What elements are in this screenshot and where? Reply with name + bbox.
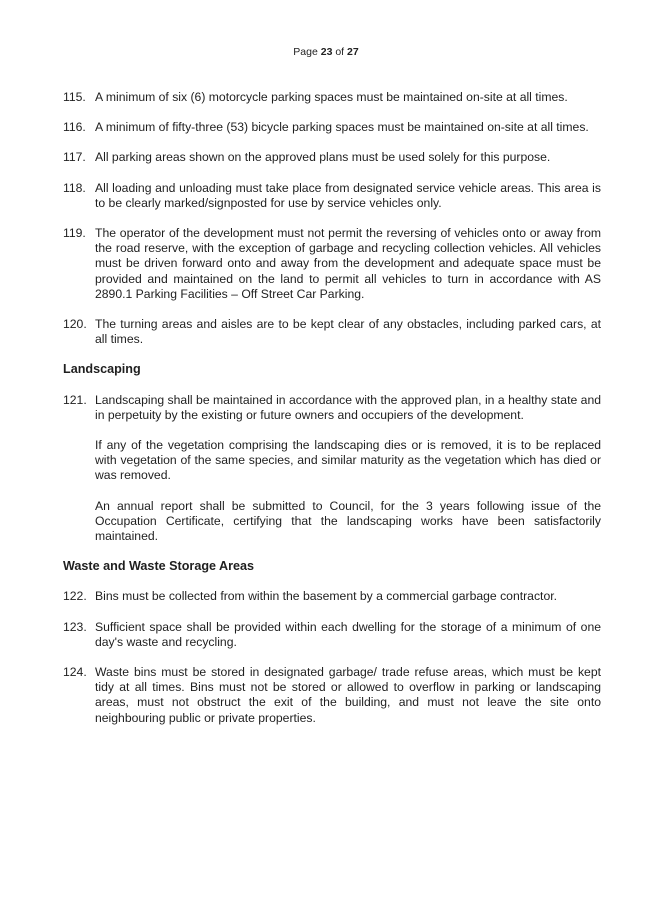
condition-text [95, 393, 601, 545]
condition-number: 124. [63, 665, 87, 680]
condition-text: The operator of the development must not permit the reversing of vehicles onto or away from the road reserve, with the exception of garbage and recycling collection vehicles. All vehicles must be driven forward onto and away from the development and adequate space must be provided and maintained on the land to permit all vehicles to turn in accordance with AS 2890.1 Parking Facilities – Off Street Car Parking. [95, 226, 601, 301]
condition-text: The turning areas and aisles are to be kept clear of any obstacles, including parked cars, at all times. [95, 317, 601, 347]
condition-121 [63, 393, 601, 545]
condition-number: 120. [63, 317, 87, 332]
condition-text: All parking areas shown on the approved plans must be used solely for this purpose. [95, 150, 551, 165]
condition-120 [63, 317, 601, 347]
condition-123 [63, 620, 601, 650]
document-body [63, 90, 601, 741]
condition-number: 116. [63, 120, 86, 135]
page-prefix: Page [293, 46, 318, 58]
condition-text: A minimum of fifty-three (53) bicycle parking spaces must be maintained on-site at all times. [95, 120, 589, 135]
condition-119 [63, 226, 601, 302]
section-heading-waste: Waste and Waste Storage Areas [63, 559, 255, 574]
condition-number: 117. [63, 150, 86, 165]
condition-number: 121. [63, 392, 87, 407]
condition-number: 115. [63, 90, 86, 104]
condition-paragraph: An annual report shall be submitted to Council, for the 3 years following issue of the Occupation Certificate, certifying that the landscaping works have been satisfactorily maintained. [95, 498, 601, 544]
condition-text: All loading and unloading must take place from designated service vehicle areas. This area is to be clearly marked/signposted for use by service vehicles only. [95, 180, 601, 210]
condition-116 [63, 120, 601, 135]
condition-115 [63, 90, 601, 105]
condition-number: 122. [63, 589, 87, 604]
condition-text: Sufficient space shall be provided within each dwelling for the storage of a minimum of one day's waste and recycling. [95, 619, 601, 649]
page-header [0, 46, 652, 58]
condition-118 [63, 181, 601, 211]
condition-124 [63, 665, 601, 726]
page-current: 23 [320, 46, 333, 58]
condition-text: A minimum of six (6) motorcycle parking spaces must be maintained on-site at all times. [95, 90, 568, 104]
page-total: 27 [347, 46, 359, 58]
condition-paragraph: If any of the vegetation comprising the landscaping dies or is removed, it is to be replaced with vegetation of the same species, and similar maturity as the vegetation which has died or was removed. [95, 438, 601, 483]
condition-text: Bins must be collected from within the basement by a commercial garbage contractor. [95, 589, 557, 604]
page-of: of [335, 46, 345, 58]
condition-number: 118. [63, 180, 86, 195]
condition-text: Waste bins must be stored in designated garbage/ trade refuse areas, which must be kept tidy at all times. Bins must not be stored or allowed to overflow in parking or landscaping areas, must not obstruct the exit of the building, and must not leave the site onto neighbouring public or private properties. [95, 665, 601, 725]
condition-number: 123. [63, 619, 87, 634]
condition-paragraph: Landscaping shall be maintained in accordance with the approved plan, in a healthy state and in perpetuity by the existing or future owners and occupiers of the development. [95, 392, 601, 422]
condition-122 [63, 589, 601, 604]
condition-number: 119. [63, 226, 86, 241]
condition-117 [63, 150, 601, 165]
section-heading-landscaping: Landscaping [63, 362, 141, 377]
